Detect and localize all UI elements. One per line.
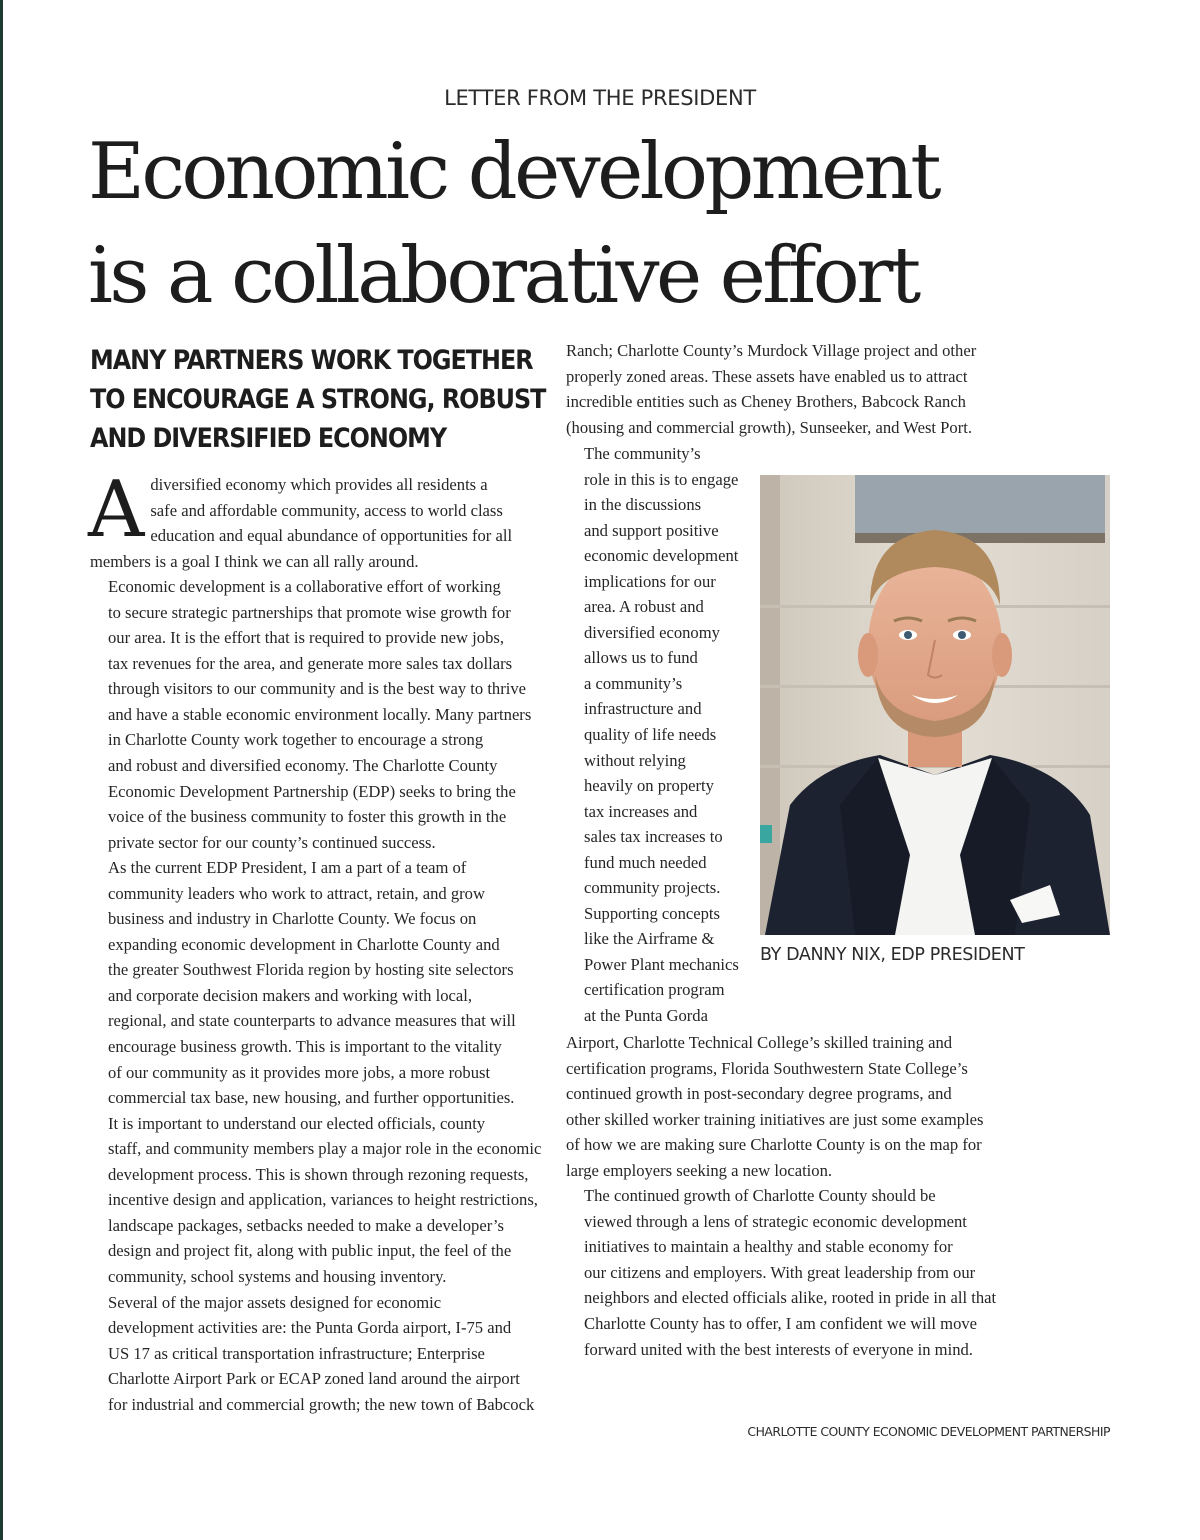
text-line: our area. It is the effort that is required to provide new jobs, bbox=[108, 628, 504, 648]
subheadline bbox=[90, 341, 546, 458]
text-line: commercial tax base, new housing, and further opportunities. bbox=[108, 1088, 515, 1108]
text-line: expanding economic development in Charlotte County and bbox=[108, 934, 500, 954]
text-line: encourage business growth. This is important to the vitality bbox=[108, 1037, 502, 1057]
portrait-illustration bbox=[760, 475, 1110, 935]
text-line: The continued growth of Charlotte County should be bbox=[584, 1186, 936, 1206]
text-line: (housing and commercial growth), Sunseeker, and West Port. bbox=[566, 417, 972, 437]
right-column-wrap-text bbox=[566, 441, 744, 1029]
text-line: regional, and state counterparts to advance measures that will bbox=[108, 1011, 516, 1031]
section-kicker: LETTER FROM THE PRESIDENT bbox=[444, 86, 756, 110]
text-line: design and project fit, along with public input, the feel of the bbox=[108, 1241, 512, 1261]
text-line: economic development bbox=[584, 546, 739, 566]
text-line: Charlotte Airport Park or ECAP zoned land around the airport bbox=[108, 1369, 520, 1389]
photo-caption: BY DANNY NIX, EDP PRESIDENT bbox=[760, 945, 1025, 965]
text-line: viewed through a lens of strategic economic development bbox=[584, 1211, 967, 1231]
paragraph bbox=[566, 441, 744, 1029]
subhead-line: AND DIVERSIFIED ECONOMY bbox=[90, 423, 447, 454]
text-line: and support positive bbox=[584, 520, 719, 540]
page-headline bbox=[88, 120, 1128, 328]
text-line: development process. This is shown through rezoning requests, bbox=[108, 1164, 529, 1184]
text-line: US 17 as critical transportation infrastructure; Enterprise bbox=[108, 1343, 485, 1363]
text-line: heavily on property bbox=[584, 776, 714, 796]
text-line: infrastructure and bbox=[584, 699, 702, 719]
text-line: As the current EDP President, I am a part of a team of bbox=[108, 858, 467, 878]
text-line: education and equal abundance of opportunities for all bbox=[150, 526, 513, 546]
text-line: business and industry in Charlotte County. We focus on bbox=[108, 909, 477, 929]
text-line: community projects. bbox=[584, 878, 721, 898]
text-line: in Charlotte County work together to encourage a strong bbox=[108, 730, 484, 750]
text-line: Economic Development Partnership (EDP) seeks to bring the bbox=[108, 781, 516, 801]
text-line: fund much needed bbox=[584, 852, 707, 872]
subhead-line: TO ENCOURAGE A STRONG, ROBUST bbox=[90, 384, 546, 415]
text-line: and have a stable economic environment locally. Many partners bbox=[108, 704, 532, 724]
text-line: tax increases and bbox=[584, 801, 698, 821]
text-line: role in this is to engage bbox=[584, 469, 739, 489]
text-line: community leaders who work to attract, retain, and grow bbox=[108, 883, 485, 903]
paragraph-continued bbox=[566, 1030, 1016, 1183]
text-line: certification programs, Florida Southwestern State College’s bbox=[566, 1058, 968, 1078]
text-line: sales tax increases to bbox=[584, 827, 723, 847]
text-line: through visitors to our community and is the best way to thrive bbox=[108, 679, 527, 699]
paragraph bbox=[90, 855, 544, 1110]
text-line: community, school systems and housing inventory. bbox=[108, 1266, 447, 1286]
text-line: and corporate decision makers and working with local, bbox=[108, 985, 473, 1005]
subhead-line: MANY PARTNERS WORK TOGETHER bbox=[90, 345, 533, 376]
author-portrait bbox=[760, 475, 1110, 935]
text-line: properly zoned areas. These assets have enabled us to attract bbox=[566, 366, 968, 386]
text-line: of our community as it provides more jobs, a more robust bbox=[108, 1062, 491, 1082]
text-line: our citizens and employers. With great leadership from our bbox=[584, 1262, 976, 1282]
text-line: Ranch; Charlotte County’s Murdock Village project and other bbox=[566, 341, 977, 360]
text-line: the greater Southwest Florida region by hosting site selectors bbox=[108, 960, 514, 980]
text-line: Economic development is a collaborative effort of working bbox=[108, 577, 501, 597]
text-line: and robust and diversified economy. The Charlotte County bbox=[108, 756, 498, 776]
text-line: of how we are making sure Charlotte County is on the map for bbox=[566, 1135, 982, 1155]
drop-cap: A bbox=[88, 465, 145, 555]
text-line: other skilled worker training initiatives are just some examples bbox=[566, 1109, 984, 1129]
text-line: forward united with the best interests of everyone in mind. bbox=[584, 1339, 973, 1359]
text-line: neighbors and elected officials alike, rooted in pride in all that bbox=[584, 1288, 997, 1308]
text-line: like the Airframe & bbox=[584, 929, 715, 949]
text-line: landscape packages, setbacks needed to make a developer’s bbox=[108, 1215, 504, 1235]
text-line: incredible entities such as Cheney Brothers, Babcock Ranch bbox=[566, 392, 966, 412]
text-line: private sector for our county’s continued success. bbox=[108, 832, 436, 852]
paragraph bbox=[90, 574, 544, 855]
footer-publication-name: CHARLOTTE COUNTY ECONOMIC DEVELOPMENT PARTNERSHIP bbox=[747, 1424, 1110, 1439]
text-line: members is a goal I think we can all rally around. bbox=[90, 551, 419, 571]
text-line: voice of the business community to foster this growth in the bbox=[108, 807, 507, 827]
text-line: to secure strategic partnerships that promote wise growth for bbox=[108, 602, 511, 622]
left-column bbox=[88, 465, 544, 1417]
text-line: Airport, Charlotte Technical College’s skilled training and bbox=[566, 1033, 953, 1052]
text-line: without relying bbox=[584, 750, 686, 770]
paragraph-continued bbox=[566, 338, 1016, 440]
text-line: implications for our bbox=[584, 571, 716, 591]
text-line: initiatives to maintain a healthy and stable economy for bbox=[584, 1237, 953, 1257]
text-line: The community’s bbox=[584, 444, 701, 463]
page-edge-rule bbox=[0, 0, 3, 1540]
text-line: staff, and community members play a major role in the economic bbox=[108, 1139, 542, 1159]
text-line: diversified economy bbox=[584, 622, 720, 642]
text-line: Several of the major assets designed for economic bbox=[108, 1292, 442, 1312]
text-line: safe and affordable community, access to world class bbox=[150, 500, 503, 520]
text-line: tax revenues for the area, and generate more sales tax dollars bbox=[108, 653, 513, 673]
paragraph bbox=[566, 1183, 1016, 1362]
text-line: incentive design and application, variances to height restrictions, bbox=[108, 1190, 538, 1210]
right-column-bottom bbox=[566, 1030, 1016, 1362]
right-column-top bbox=[566, 338, 1016, 440]
text-line: in the discussions bbox=[584, 495, 702, 515]
text-line: certification program bbox=[584, 980, 725, 1000]
text-line: Supporting concepts bbox=[584, 903, 720, 923]
headline-line: Economic development bbox=[88, 127, 939, 217]
text-line: Power Plant mechanics bbox=[584, 954, 739, 974]
text-line: It is important to understand our elected officials, county bbox=[108, 1113, 486, 1133]
headline-line: is a collaborative effort bbox=[88, 231, 918, 321]
text-line: diversified economy which provides all residents a bbox=[150, 475, 488, 494]
paragraph-intro bbox=[88, 465, 544, 574]
text-line: area. A robust and bbox=[584, 597, 704, 617]
text-line: at the Punta Gorda bbox=[584, 1006, 708, 1026]
text-line: for industrial and commercial growth; the new town of Babcock bbox=[108, 1394, 535, 1414]
text-line: Charlotte County has to offer, I am confident we will move bbox=[584, 1314, 978, 1334]
text-line: continued growth in post-secondary degree programs, and bbox=[566, 1084, 952, 1104]
text-line: allows us to fund bbox=[584, 648, 698, 668]
paragraph bbox=[90, 1290, 544, 1418]
text-line: a community’s bbox=[584, 673, 683, 693]
text-line: large employers seeking a new location. bbox=[566, 1160, 833, 1180]
text-line: quality of life needs bbox=[584, 725, 717, 745]
paragraph bbox=[90, 1111, 544, 1290]
text-line: development activities are: the Punta Gorda airport, I-75 and bbox=[108, 1318, 512, 1338]
